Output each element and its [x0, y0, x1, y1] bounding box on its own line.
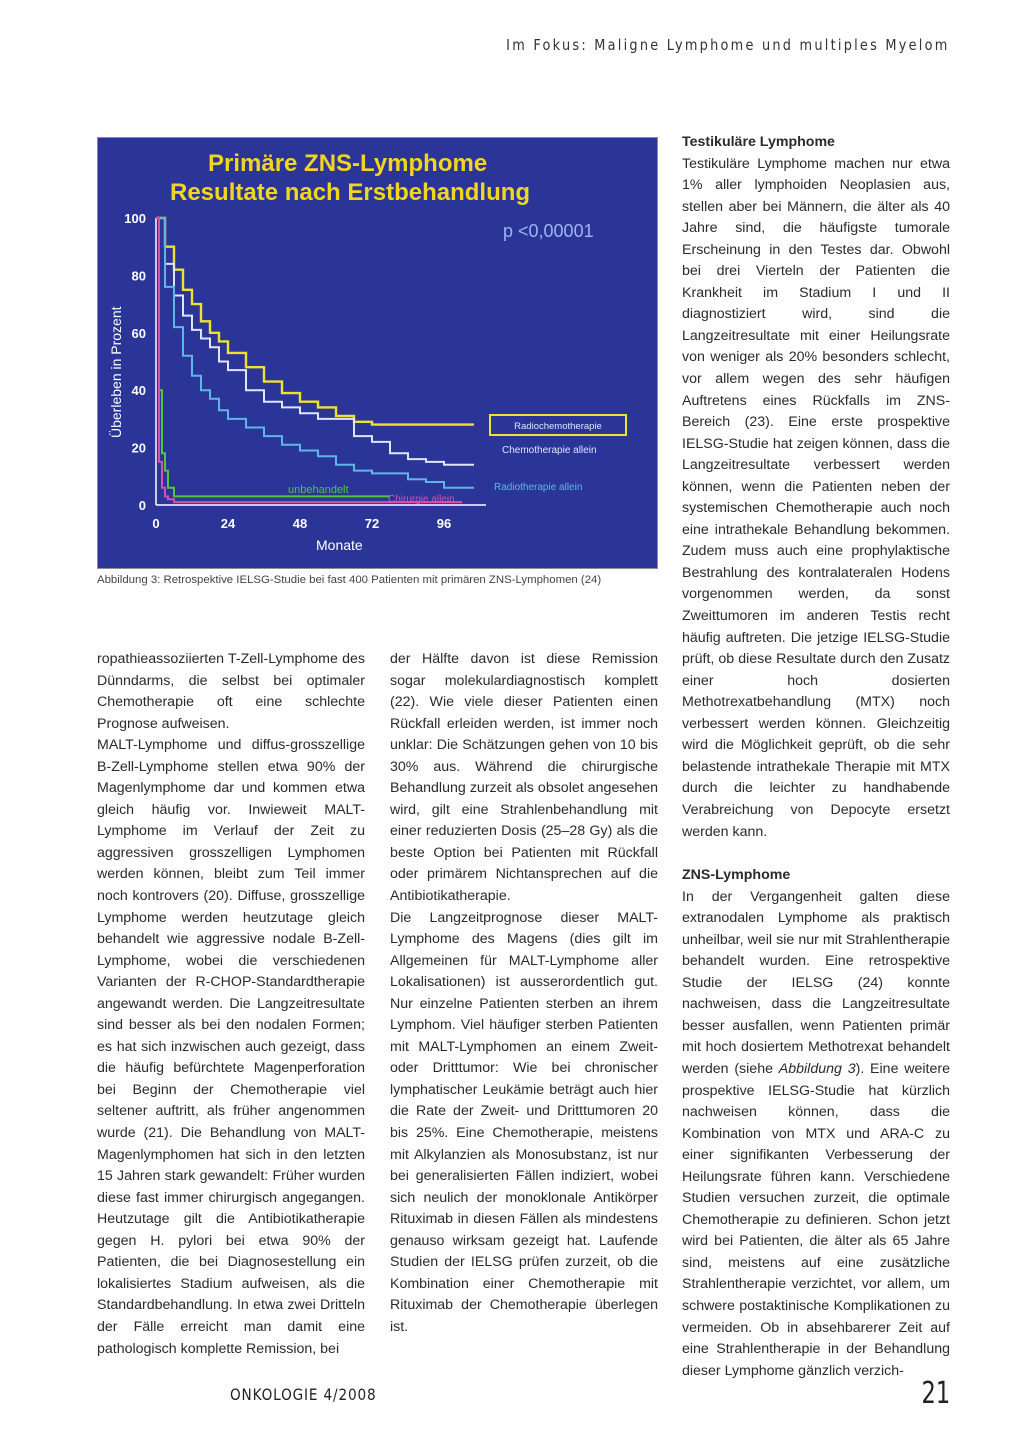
x-tick-label: 0 — [152, 516, 160, 531]
running-header: Im Fokus: Maligne Lymphome und multiples Myelom — [506, 36, 950, 54]
p-value-annotation: p <0,00001 — [503, 221, 594, 241]
paragraph: MALT-Lymphome und diffus-grosszellige B-Zell-Lymphome stellen etwa 90% der Magenlymphome dar und kommen etwa gleich häufig vor. Inwieweit MALT-Lymphome im Verlauf der Zeit zu aggressiven grosszelligen Lymphomen werden können, bleibt zum Teil immer noch kontrovers (20). Diffuse, grosszellige Lymphome werden heutzutage gleich behandelt wie aggressive nodale B-Zell-Lymphome, wobei die verschiedenen Varianten der R-CHOP-Standardtherapie angewandt werden. Die Langzeitresultate sind besser als bei den nodalen Formen; es hat sich inzwischen auch gezeigt, dass die häufig befürchtete Magenperforation bei Beginn der Chemotherapie viel seltener auftritt, als früher angenommen wurde (21). Die Behandlung von MALT-Magenlymphomen hat sich in den letzten 15 Jahren stark gewandelt: Früher wurden diese fast immer chirurgisch angegangen. Heutzutage gilt die Antibiotikatherapie gegen H. pylori bei etwa 90% der Patienten, die bei Diagnosestellung ein lokalisiertes Stadium aufweisen, als die Standardbehandlung. In etwa zwei Dritteln der Fälle erreicht man damit eine pathologisch komplette Remission, bei — [97, 737, 365, 1357]
y-tick-label: 40 — [131, 383, 146, 399]
series-label-untreated: unbehandelt — [288, 484, 349, 496]
journal-issue: ONKOLOGIE 4/2008 — [230, 1385, 377, 1404]
series-label-surgery-only: Chirurgie allein — [388, 494, 455, 505]
paragraph — [682, 887, 950, 1383]
paragraph: Die Langzeitprognose dieser MALT-Lymphome des Magens (dies gilt im Allgemeinen für MALT-Lymphome aller Lokalisationen) ist ausserordentlich gut. Nur einzelne Patienten sterben an ihrem Lymphom. Viel häufiger sterben Patienten mit MALT-Lymphomen an einem Zweit- oder Dritttumor: Wie bei chronischer lymphatischer Leukämie beträgt auch hier die Rate der Zweit- und Dritttumoren 20 bis 25%. Eine Chemotherapie, meistens mit Alkylanzien als Monosubstanz, ist nur bei generalisierten Fällen indiziert, wobei sich neulich der monoklonale Antikörper Rituximab in diesen Fällen als mindestens genauso wirksam gezeigt hat. Laufende Studien der IELSG prüfen zurzeit, ob die Kombination einer Chemotherapie mit Rituximab der Chemotherapie überlegen ist. — [390, 909, 658, 1335]
y-tick-label: 80 — [131, 268, 146, 284]
series-line-radiochemotherapy — [156, 218, 474, 425]
paragraph: Testikuläre Lymphome machen nur etwa 1% aller lymphoiden Neoplasien aus, stellen aber bei Männern, die älter als 40 Jahre sind, die häufigste tumorale Erscheinung in den Testes dar. Obwohl bei drei Vierteln der Patienten die Krankheit im Stadium I und II diagnostiziert wird, sind die Langzeitresultate mit einer Heilungsrate von weniger als 20% besonders schlecht, vor allem wegen des sehr häufigen Auftretens eines Rückfalls im ZNS-Bereich (23). Eine erste prospektive IELSG-Studie hat zeigen können, dass die Langzeitresultate verbessert werden können, wenn die Patienten neben der systemischen Chemotherapie auch noch eine intrathekale Behandlung bekommen. Zudem muss auch eine prophylaktische Bestrahlung des kontralateralen Hodens vorgenommen werden, da sonst Zweittumoren im anderen Testis recht häufig auftreten. Die jetzige IELSG-Studie prüft, ob diese Resultate durch den Zusatz einer hoch dosierten Methotrexatbehandlung (MTX) noch verbessert werden können. Gleichzeitig wird die Möglichkeit geprüft, ob die sehr belastende intrathekale Therapie mit MTX durch die leichter zu handhabende Verabreichung von Depocyte ersetzt werden kann. — [682, 155, 950, 840]
y-tick-label: 60 — [131, 325, 146, 341]
chart-series-group — [156, 218, 474, 502]
section-heading-cns: ZNS-Lymphome — [682, 867, 791, 884]
text-run: ). Eine weitere prospektive IELSG-Studie hat kürzlich nachweisen können, dass die Kombination von MTX und ARA-C zu einer signifikanten Verbesserung der Heilungsrate führen kann. Verschiedene Studien versuchen zurzeit, die optimale Chemotherapie zu definieren. Schon jetzt wird bei Patienten, die älter als 65 Jahre sind, meistens auf eine zusätzliche Strahlentherapie verzichtet, vor allem, um schwere postaktinische Komplikationen zu vermeiden. Ob in absehbarerer Zeit auf eine Strahlentherapie in der Behandlung dieser Lymphome gänzlich verzich- — [682, 1060, 950, 1379]
text-run: In der Vergangenheit galten diese extranodalen Lymphome als praktisch unheilbar, weil sie nur mit Strahlentherapie behandelt wurden. Eine retrospektive Studie der IELSG (24) konnte nachweisen, dass die Langzeitresultate besser ausfallen, wenn Patienten primär mit hoch dosiertem Methotrexat behandelt werden (siehe — [682, 888, 950, 1077]
paragraph: ropathieassoziierten T-Zell-Lymphome des Dünndarms, die selbst bei optimaler Chemotherapie oft eine schlechte Prognose aufweisen. — [97, 651, 365, 732]
page-number: 21 — [921, 1376, 950, 1411]
series-line-chemotherapy-only — [156, 218, 474, 465]
text-column-1 — [97, 649, 365, 1360]
series-label-chemotherapy-only: Chemotherapie allein — [502, 445, 597, 456]
survival-chart — [98, 138, 657, 568]
survival-chart-figure — [97, 137, 658, 569]
chart-series-labels — [288, 415, 626, 505]
y-tick-label: 0 — [138, 498, 146, 513]
chart-subtitle: Resultate nach Erstbehandlung — [170, 179, 531, 206]
section-heading-testicular: Testikuläre Lymphome — [682, 134, 835, 150]
x-tick-label: 48 — [292, 516, 308, 531]
x-tick-label: 96 — [436, 516, 452, 531]
series-label-radiotherapy-only: Radiotherapie allein — [494, 482, 583, 493]
x-tick-label: 24 — [220, 516, 236, 531]
y-tick-label: 20 — [131, 440, 146, 456]
series-label-radiochemotherapy: Radiochemotherapie — [514, 421, 602, 432]
figure-caption: Abbildung 3: Retrospektive IELSG-Studie bei fast 400 Patienten mit primären ZNS-Lymphomen (24) — [97, 574, 602, 586]
text-column-3 — [682, 132, 950, 1382]
x-axis-label: Monate — [316, 537, 363, 553]
chart-title: Primäre ZNS-Lymphome — [208, 150, 488, 177]
series-line-radiotherapy-only — [156, 218, 474, 488]
y-axis-label: Überleben in Prozent — [108, 306, 124, 438]
x-tick-label: 72 — [364, 516, 380, 531]
y-tick-label: 100 — [124, 211, 146, 226]
paragraph: der Hälfte davon ist diese Remission sogar molekulardiagnostisch komplett (22). Wie viele dieser Patienten einen Rückfall erleiden werden, ist immer noch unklar: Die Schätzungen gehen von 10 bis 30% aus. Während die chirurgische Behandlung zurzeit als obsolet angesehen wird, gilt eine Strahlenbehandlung mit einer reduzierten Dosis (25–28 Gy) als die beste Option bei Patienten mit Rückfall oder primärem Nichtansprechen auf die Antibiotikatherapie. — [390, 651, 658, 905]
figure-reference: Abbildung 3 — [778, 1060, 856, 1077]
text-column-2 — [390, 649, 658, 1339]
